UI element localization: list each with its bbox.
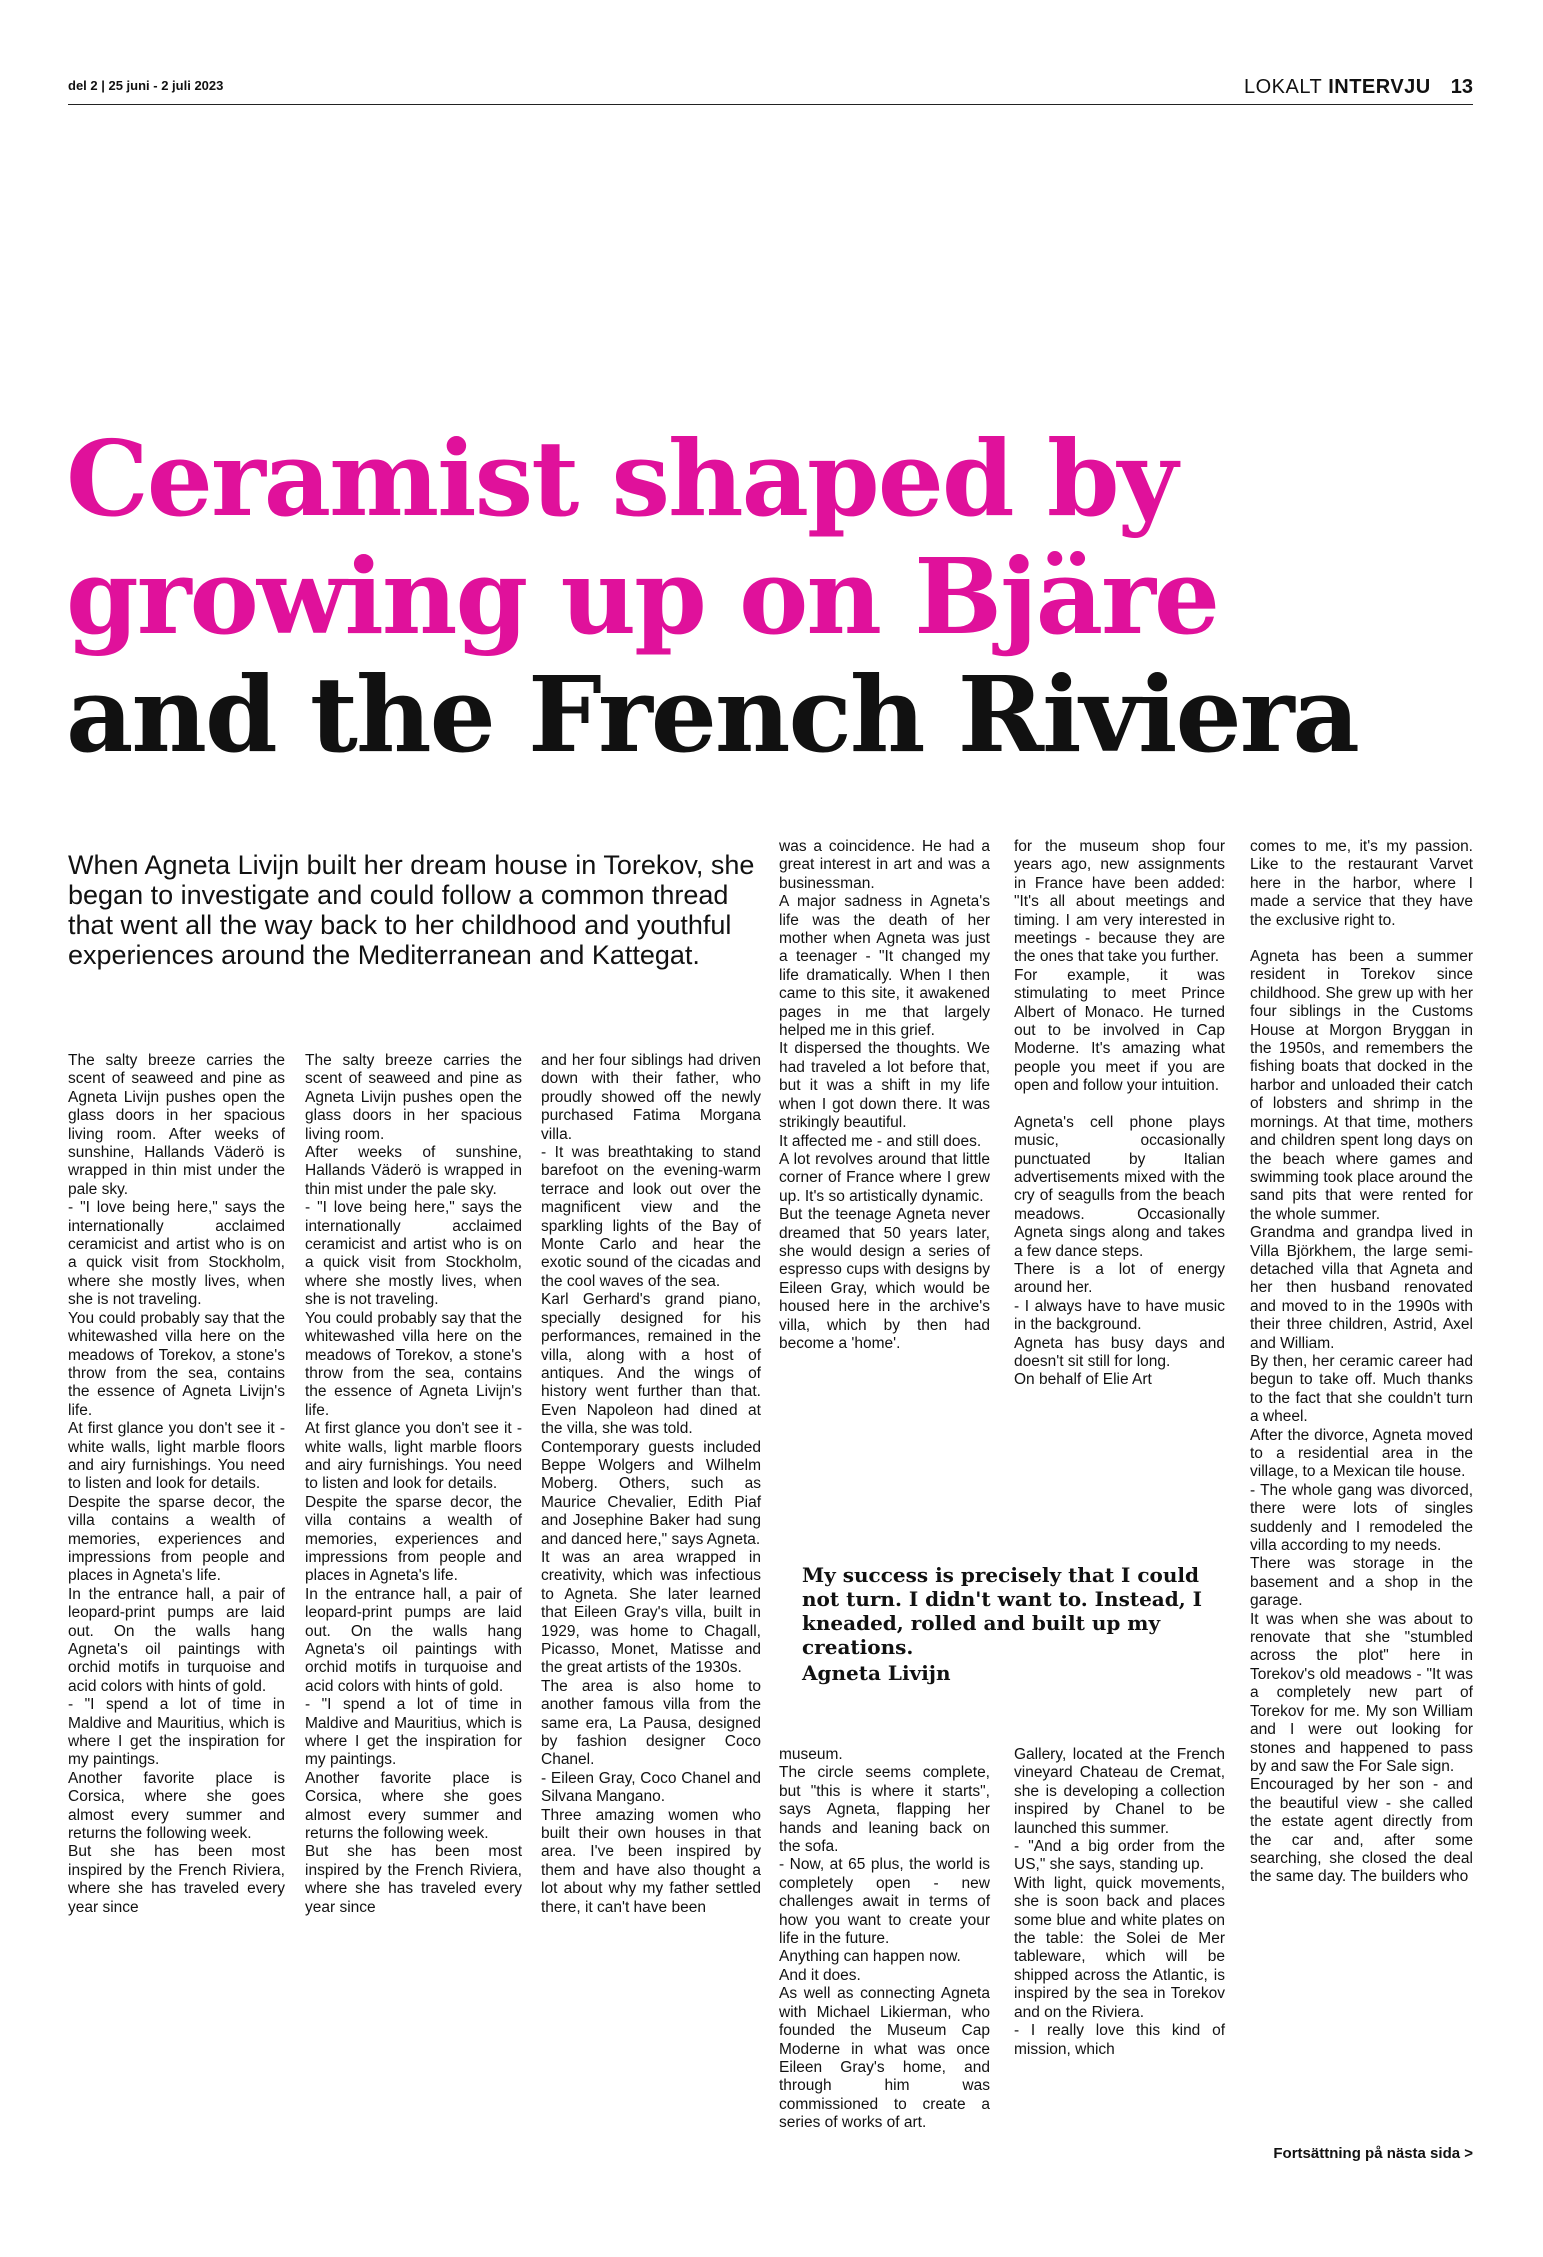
pull-quote [802, 1563, 1242, 1685]
lede: When Agneta Livijn built her dream house in Torekov, she began to investigate and could follow a common thread that went all the way back to her childhood and youthful experiences around the Mediterranean and Kattegat. [68, 850, 755, 970]
article-paragraph: A lot revolves around that little corner of France where I grew up. It's so artistically dynamic. [779, 1150, 990, 1205]
article-paragraph: Agneta's cell phone plays music, occasionally punctuated by Italian advertisements mixed with the cry of seagulls from the beach meadows. Occasionally Agneta sings along and takes a few dance steps. [1014, 1113, 1225, 1260]
article-paragraph: - "And a big order from the US," she says, standing up. [1014, 1838, 1225, 1874]
article-paragraph: for the museum shop four years ago, new assignments in France have been added: "It's all about meetings and timing. I am very interested in meetings - because they are the ones that take you further. [1014, 838, 1225, 966]
article-paragraph: It was an area wrapped in creativity, which was infectious to Agneta. She later learned that Eileen Gray's villa, built in 1929, was home to Chagall, Picasso, Monet, Matisse and the great artists of the 1930s. [541, 1548, 761, 1677]
article-paragraph: The circle seems complete, but "this is where it starts", says Agneta, flapping her hands and leaning back on the sofa. [779, 1764, 990, 1856]
headline-line-3: and the French Riviera [66, 653, 1358, 776]
article-paragraph: After weeks of sunshine, Hallands Väderö is wrapped in thin mist under the pale sky. [305, 1144, 522, 1198]
page-number: 13 [1450, 76, 1473, 98]
article-paragraph: Another favorite place is Corsica, where she goes almost every summer and returns the following week. [305, 1769, 522, 1843]
article-column-1 [68, 1052, 285, 1917]
article-paragraph: Agneta has been a summer resident in Torekov since childhood. She grew up with her four siblings in the Customs House at Morgon Bryggan in the 1950s, and remembers the fishing boats that docked in the harbor and unloaded their catch of lobsters and shrimp in the mornings. At that time, mothers and children spent long days on the beach where games and swimming took place around the sand pits that were rented for the whole summer. [1250, 948, 1473, 1223]
article-paragraph: By then, her ceramic career had begun to take off. Much thanks to the fact that she couldn't turn a wheel. [1250, 1352, 1473, 1426]
article-paragraph: - It was breathtaking to stand barefoot on the evening-warm terrace and look out over the magnificent view and the sparkling lights of the Bay of Monte Carlo and hear the exotic sound of the cicadas and the cool waves of the sea. [541, 1144, 761, 1290]
article-paragraph: It affected me - and still does. [779, 1132, 982, 1150]
article-column-2 [305, 1052, 522, 1917]
pull-quote-text: My success is precisely that I could not turn. I didn't want to. Instead, I kneaded, rolled and built up my creations. [802, 1563, 1203, 1659]
article-paragraph: In the entrance hall, a pair of leopard-print pumps are laid out. On the walls hang Agneta's oil paintings with orchid motifs in turquoise and acid colors with hints of gold. [305, 1585, 522, 1695]
article-column-6 [1250, 838, 1473, 1887]
article-column-4-bottom [779, 1746, 990, 2133]
article-paragraph [1250, 930, 1473, 948]
issue-info: del 2 | 25 juni - 2 juli 2023 [68, 78, 224, 93]
article-paragraph: Three amazing women who built their own houses in that area. I've been inspired by them and have also thought a lot about why my father settled there, it can't have been [541, 1806, 761, 1916]
continuation-link[interactable]: Fortsättning på nästa sida > [1273, 2145, 1473, 2162]
article-paragraph: You could probably say that the whitewashed villa here on the meadows of Torekov, a stone's throw from the sea, contains the essence of Agneta Livijn's life. [305, 1309, 522, 1419]
article-paragraph: Grandma and grandpa lived in Villa Björkhem, the large semi-detached villa that Agneta and her then husband renovated and moved to in the 1990s with their three children, Astrid, Axel and William. [1250, 1224, 1473, 1352]
article-paragraph: It was when she was about to renovate that she "stumbled across the plot" here in Torekov's old meadows - "It was a completely new part of Torekov for me. My son William and I were out looking for stones and happened to pass by and saw the For Sale sign. [1250, 1610, 1473, 1775]
headline-line-2: growing up on Bjäre [66, 535, 1219, 658]
article-paragraph: - Eileen Gray, Coco Chanel and Silvana Mangano. [541, 1769, 761, 1806]
headline [66, 417, 1486, 776]
article-paragraph: After the divorce, Agneta moved to a residential area in the village, to a Mexican tile house. [1250, 1426, 1473, 1481]
article-paragraph: - I really love this kind of mission, which [1014, 2022, 1225, 2058]
article-paragraph: - The whole gang was divorced, there were lots of singles suddenly and I remodeled the villa according to my needs. [1250, 1481, 1473, 1555]
article-paragraph: museum. [779, 1746, 843, 1763]
article-paragraph: But the teenage Agneta never dreamed that 50 years later, she would design a series of espresso cups with designs by Eileen Gray, which would be housed here in the archive's villa, which by then had become a 'home'. [779, 1206, 990, 1352]
article-paragraph: The salty breeze carries the scent of seaweed and pine as Agneta Livijn pushes open the glass doors in her spacious living room. [305, 1052, 522, 1143]
article-paragraph: Another favorite place is Corsica, where she goes almost every summer and returns the following week. [68, 1769, 285, 1843]
subsection-label: INTERVJU [1328, 76, 1431, 98]
article-paragraph: - I always have to have music in the background. [1014, 1297, 1225, 1334]
article-paragraph: Gallery, located at the French vineyard Chateau de Cremat, she is developing a collection inspired by Chanel to be launched this summer. [1014, 1746, 1225, 1837]
article-paragraph: Agneta has busy days and doesn't sit still for long. [1014, 1334, 1225, 1370]
article-paragraph: Karl Gerhard's grand piano, specially designed for his performances, remained in the villa, along with a host of antiques. And the wings of history went further than that. Even Napoleon had dined at the villa, she was told. [541, 1291, 761, 1438]
article-paragraph: As well as connecting Agneta with Michael Likierman, who founded the Museum Cap Moderne in what was once Eileen Gray's home, and through him was commissioned to create a series of works of art. [779, 1985, 990, 2132]
article-paragraph: And it does. [779, 1966, 861, 1984]
article-paragraph: The area is also home to another famous villa from the same era, La Pausa, designed by fashion designer Coco Chanel. [541, 1677, 761, 1769]
article-paragraph: With light, quick movements, she is soon back and places some blue and white plates on the table: the Solei de Mer tableware, which will be shipped across the Atlantic, is inspired by the sea in Torekov and on the Riviera. [1014, 1874, 1225, 2021]
article-paragraph: and her four siblings had driven down with their father, who proudly showed off the newly purchased Fatima Morgana villa. [541, 1052, 761, 1143]
article-paragraph: For example, it was stimulating to meet Prince Albert of Monaco. He turned out to be involved in Cap Moderne. It's amazing what people you meet if you are open and follow your intuition. [1014, 966, 1225, 1095]
article-paragraph: On behalf of Elie Art [1014, 1371, 1152, 1389]
article-paragraph: comes to me, it's my passion. Like to the restaurant Varvet here in the harbor, where I made a service that they have the exclusive right to. [1250, 838, 1473, 929]
article-paragraph: There was storage in the basement and a shop in the garage. [1250, 1555, 1473, 1610]
section-label: LOKALT [1243, 76, 1323, 98]
header-rule [68, 104, 1473, 105]
article-paragraph: - "I spend a lot of time in Maldive and Mauritius, which is where I get the inspiration for my paintings. [68, 1696, 285, 1769]
article-paragraph: It dispersed the thoughts. We had traveled a lot before that, but it was a shift in my life when I got down there. It was strikingly beautiful. [779, 1040, 990, 1132]
pull-quote-attribution: Agneta Livijn [802, 1661, 951, 1685]
headline-line-1: Ceramist shaped by [66, 417, 1176, 540]
article-paragraph: But she has been most inspired by the French Riviera, where she has traveled every year since [68, 1843, 285, 1916]
article-paragraph: - "I love being here," says the internationally acclaimed ceramicist and artist who is on a quick visit from Stockholm, where she mostly lives, when she is not traveling. [305, 1199, 522, 1309]
article-column-5-bottom [1014, 1746, 1225, 2059]
section-header [1244, 76, 1473, 99]
article-paragraph: Contemporary guests included Beppe Wolgers and Wilhelm Moberg. Others, such as Maurice Chevalier, Edith Piaf and Josephine Baker had sung and danced here," says Agneta. [541, 1438, 761, 1548]
article-paragraph: Encouraged by her son - and the beautiful view - she called the estate agent directly from the car and, after some searching, she closed the deal the same day. The builders who [1250, 1776, 1473, 1886]
article-paragraph: Despite the sparse decor, the villa contains a wealth of memories, experiences and impressions from people and places in Agneta's life. [305, 1493, 522, 1585]
article-paragraph: A major sadness in Agneta's life was the death of her mother when Agneta was just a teenager - "It changed my life dramatically. When I then came to this site, it awakened pages in me that largely helped me in this grief. [779, 893, 990, 1040]
article-column-3 [541, 1052, 761, 1917]
article-paragraph: In the entrance hall, a pair of leopard-print pumps are laid out. On the walls hang Agneta's oil paintings with orchid motifs in turquoise and acid colors with hints of gold. [68, 1585, 285, 1695]
article-column-4-top [779, 838, 990, 1353]
article-paragraph: was a coincidence. He had a great interest in art and was a businessman. [779, 838, 990, 892]
article-column-5-top [1014, 838, 1225, 1390]
article-paragraph [1014, 1096, 1225, 1114]
article-paragraph: The salty breeze carries the scent of seaweed and pine as Agneta Livijn pushes open the glass doors in her spacious living room. After weeks of sunshine, Hallands Väderö is wrapped in thin mist under the pale sky. [68, 1052, 285, 1198]
article-paragraph: - "I spend a lot of time in Maldive and Mauritius, which is where I get the inspiration for my paintings. [305, 1696, 522, 1769]
article-paragraph: Despite the sparse decor, the villa contains a wealth of memories, experiences and impressions from people and places in Agneta's life. [68, 1493, 285, 1585]
article-paragraph: Anything can happen now. [779, 1948, 961, 1966]
article-paragraph: You could probably say that the whitewashed villa here on the meadows of Torekov, a stone's throw from the sea, contains the essence of Agneta Livijn's life. [68, 1309, 285, 1419]
article-paragraph: There is a lot of energy around her. [1014, 1260, 1225, 1297]
article-paragraph: - "I love being here," says the internationally acclaimed ceramicist and artist who is on a quick visit from Stockholm, where she mostly lives, when she is not traveling. [68, 1199, 285, 1309]
article-paragraph: At first glance you don't see it - white walls, light marble floors and airy furnishings. You need to listen and look for details. [305, 1420, 522, 1493]
article-paragraph: At first glance you don't see it - white walls, light marble floors and airy furnishings. You need to listen and look for details. [68, 1420, 285, 1493]
article-paragraph: - Now, at 65 plus, the world is completely open - new challenges await in terms of how you want to create your life in the future. [779, 1856, 990, 1948]
article-paragraph: But she has been most inspired by the French Riviera, where she has traveled every year since [305, 1843, 522, 1916]
